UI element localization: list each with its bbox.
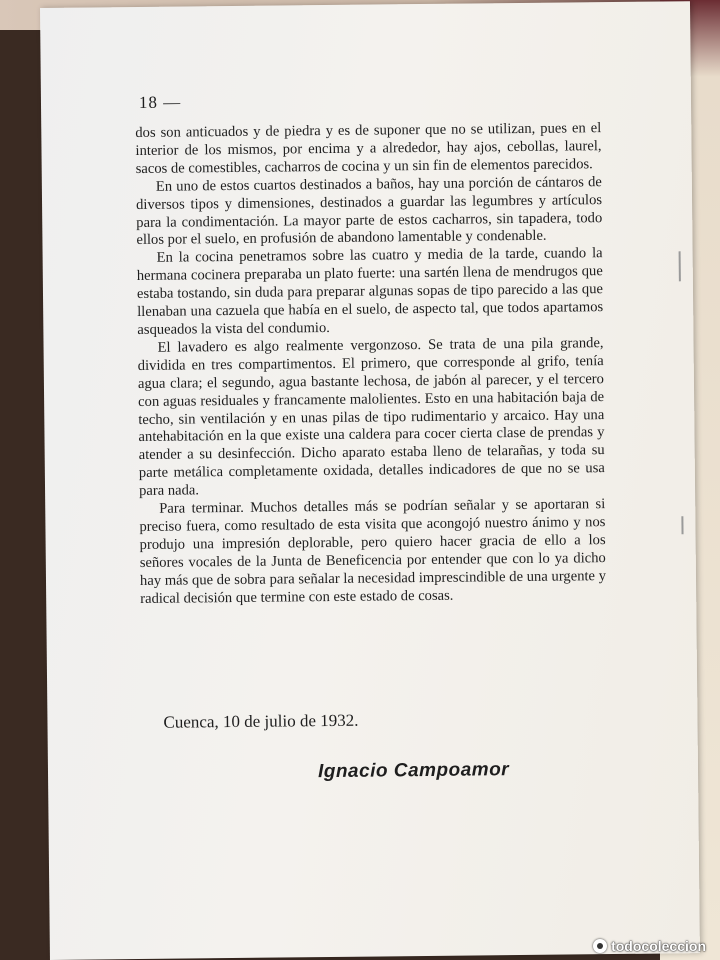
dateline: Cuenca, 10 de julio de 1932. — [163, 710, 359, 732]
watermark-text: todocoleccion — [611, 938, 706, 954]
page-number: 18 — — [138, 92, 182, 112]
page-edge-mark — [679, 251, 681, 281]
paragraph-5: Para terminar. Muchos detalles más se podrían señalar y se aportaran si preciso fuera, como resultado de esta visita que acongojó nuestro ánimo y nos produjo una impresión deplorable, pero quiero hacer gracia de ello a los señores vocales de la Junta de Beneficencia por entender que con lo ya dicho hay más que de sobra para señalar la necesidad imprescindible de una urgente y radical decisión que termine con este estado de cosas. — [139, 496, 607, 607]
paragraph-1: dos son anticuados y de piedra y es de suponer que no se utilizan, pues en el interior de los mismos, por encima y a alrededor, hay ajos, cebollas, laurel, sacos de comestibles, cacharros de cocina y un sin fin de elementos parecidos. — [135, 120, 602, 177]
watermark — [593, 938, 706, 954]
watermark-logo-icon — [593, 939, 607, 953]
paragraph-4: El lavadero es algo realmente vergonzoso. Se trata de una pila grande, dividida en tres compartimentos. El primero, que corresponde al grifo, tenía agua clara; el segundo, agua bastante lechosa, de jabón al parecer, y el tercero con aguas residuales y francamente malolientes. Esto en una habitación baja de techo, sin ventilación y en unas pilas de tipo rudimentario y arcaico. Hay una antehabitación en la que existe una caldera para cocer cierta clase de prendas y atender a su desinfección. Dicho aparato estaba lleno de telarañas, y toda su parte metálica completamente oxidada, detalles indicadores de que no se usa para nada. — [137, 334, 605, 500]
paragraph-3: En la cocina penetramos sobre las cuatro y media de la tarde, cuando la hermana cocinera preparaba un plato fuerte: una sartén llena de mendrugos que estaba tostando, sin duda para preparar algunas sopas de tipo parecido a las que llenaban una cazuela que había en el suelo, de aspecto tal, que todos apartamos asqueados la vista del condumio. — [136, 245, 604, 338]
paragraph-2: En uno de estos cuartos destinados a baños, hay una porción de cántaros de diversos tipos y dimensiones, destinados a guardar las legumbres y artículos para la condimentación. La mayor parte de estos cacharros, sin tapadera, todo ellos por el suelo, en profusión de abandono lamentable y condenable. — [135, 173, 603, 249]
page-edge-mark — [681, 516, 683, 534]
body-text — [135, 120, 606, 608]
book-page — [40, 1, 700, 960]
signature: Ignacio Campoamor — [317, 759, 510, 783]
